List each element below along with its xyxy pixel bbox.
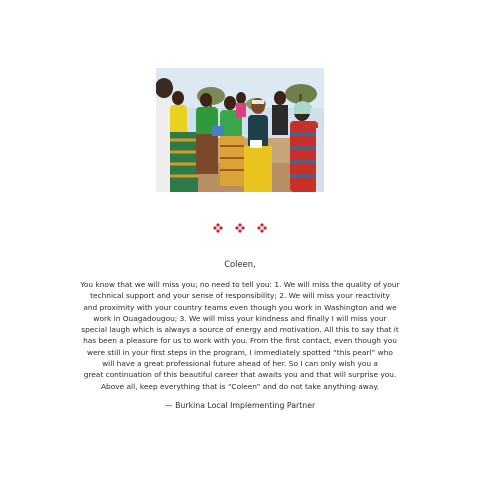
letter-line: were still in your first steps in the program, I immediately spotted “this pearl” who [87,347,393,357]
letter-line: You know that we will miss you; no need to tell you: 1. We will miss the quality of your [80,280,400,289]
letter-line: will have a great professional future ahead of her. So I can only wish you a [102,359,378,369]
letter-line: special laugh which is always a source of energy and motivation. All this to say that it [81,325,399,335]
diamond-ornament-icon [235,223,245,233]
letter-line: has been a pleasure for us to work with you. From the first contact, even though you [83,336,397,346]
diamond-ornament-icon [213,223,223,233]
group-photo [156,68,324,192]
diamond-ornament-icon [257,223,267,233]
letter-line: work in Ouagadougou; 3. We will miss your kindness and finally I will miss your [93,313,387,323]
letter-line: technical support and your sense of responsibility; 2. We will miss your reactivity [90,291,390,301]
letter-line: Above all, keep everything that is “Coleen” and do not take anything away. [100,381,380,391]
group-photo-illustration [156,68,324,192]
ornament-divider [0,223,480,237]
letter-line: great continuation of this beautiful career that awaits you and that will surprise you. [83,370,397,380]
salutation: Coleen, [224,259,256,269]
letter-line: and proximity with your country teams even though you work in Washington and we [83,302,397,312]
signature: — Burkina Local Implementing Partner [164,401,316,410]
letter-body [60,279,420,392]
